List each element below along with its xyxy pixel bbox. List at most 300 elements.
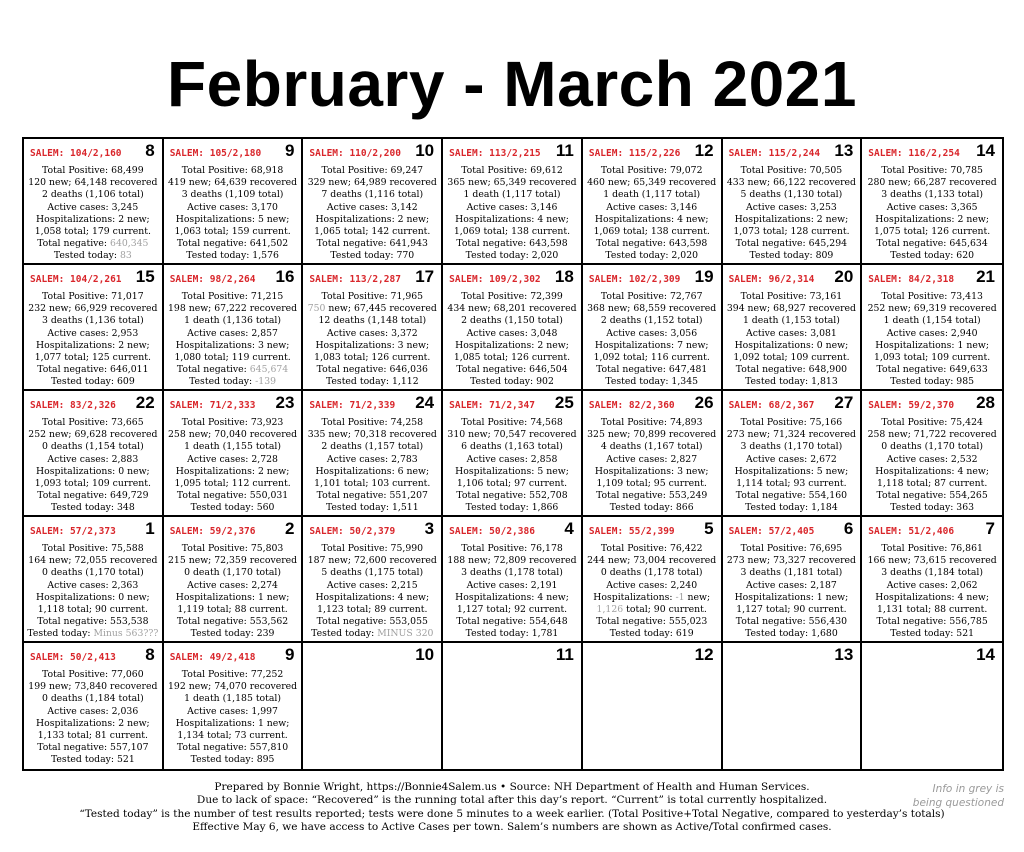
stats-block	[723, 291, 861, 389]
stat-line: Hospitalizations: 6 new;	[315, 465, 430, 477]
stat-line: Total negative: 554,648	[456, 616, 568, 628]
stat-line: Total negative: 649,633	[876, 364, 988, 376]
stat-line: Active cases: 2,783	[326, 453, 418, 465]
questioned-value: Minus 563???	[93, 628, 159, 640]
stat-line: 1,069 total; 138 current.	[453, 226, 571, 238]
stat-line: 1,109 total; 95 current.	[596, 478, 707, 490]
day-number: 14	[976, 645, 995, 664]
salem-cases: SALEM: 110/2,200	[309, 148, 401, 159]
stat-line: Total Positive: 76,695	[740, 543, 843, 554]
salem-cases: SALEM: 71/2,339	[309, 400, 396, 411]
stat-line: Total Positive: 72,399	[461, 291, 563, 302]
stat-line: Total negative: 553,249	[596, 490, 708, 502]
stat-line: Active cases: 3,253	[746, 201, 837, 213]
note-line: Info in grey is	[932, 783, 1004, 795]
day-number: 4	[564, 519, 574, 538]
stat-line: 1,114 total; 93 current.	[736, 478, 847, 490]
stat-line: Total Positive: 73,161	[740, 291, 843, 302]
stat-line: Total Positive: 75,990	[321, 543, 424, 554]
footer-line: “Tested today” is the number of test results reported; tests were done 5 minutes to a week earlier. (Total Positive+Total Negative, compared to yesterday’s totals)	[79, 807, 945, 820]
stat-line: Total negative: 551,207	[316, 490, 428, 502]
stat-line: Total Positive: 74,893	[600, 417, 703, 428]
stat-line: Active cases: 3,048	[466, 327, 558, 339]
stat-line: Tested today: 1,576	[186, 250, 279, 262]
stat-line: Active cases: 2,883	[47, 453, 139, 465]
stat-line: 750 new; 67,445 recovered	[307, 303, 437, 315]
stat-line: 1,092 total; 116 current.	[593, 352, 710, 364]
stat-line: Tested today: 1,680	[745, 628, 838, 640]
stat-line: 252 new; 69,319 recovered	[867, 303, 997, 315]
day-number: 9	[284, 645, 295, 664]
stat-line: Total negative: 554,160	[735, 490, 848, 502]
day-number: 16	[275, 267, 295, 286]
day-number: 13	[834, 141, 854, 160]
stat-line: Total negative: 553,562	[176, 616, 289, 628]
day-cell	[303, 391, 443, 517]
stat-line: 2 deaths (1,157 total)	[321, 441, 424, 453]
stat-line: Tested today: 239	[190, 628, 275, 640]
day-number: 9	[284, 141, 295, 160]
stat-line: 280 new; 66,287 recovered	[867, 177, 997, 189]
day-cell	[303, 643, 443, 769]
stat-line: 1 death (1,155 total)	[184, 441, 282, 453]
stat-line: Active cases: 2,672	[746, 453, 837, 465]
stat-line: 1,134 total; 73 current.	[177, 730, 288, 742]
stats-block	[164, 417, 302, 515]
footer-line: Prepared by Bonnie Wright, https://Bonnie4Salem.us • Source: NH Department of Health and Human Services.	[214, 781, 810, 793]
day-cell	[164, 265, 304, 391]
questioned-value: MINUS 320	[377, 628, 434, 640]
day-cell	[583, 391, 723, 517]
stat-line: 1 death (1,154 total)	[883, 315, 981, 327]
stat-line: 1,095 total; 112 current.	[174, 478, 291, 490]
stat-line: Total Positive: 68,918	[181, 165, 284, 176]
stat-line: 433 new; 66,122 recovered	[726, 177, 856, 189]
stat-line: 0 deaths (1,184 total)	[41, 693, 144, 705]
stat-line: Total negative: 556,785	[876, 616, 988, 628]
day-number: 3	[424, 519, 435, 538]
stat-line: 1,123 total; 89 current.	[317, 604, 428, 616]
stat-line: Hospitalizations: 2 new;	[36, 213, 150, 225]
day-number: 2	[284, 519, 295, 538]
day-number: 19	[694, 267, 714, 286]
stats-block	[303, 543, 441, 641]
stat-line: Tested today: 521	[50, 754, 135, 766]
day-number: 21	[976, 267, 995, 286]
stat-line: 232 new; 66,929 recovered	[28, 303, 158, 315]
stat-line: Active cases: 2,187	[746, 579, 837, 591]
stat-line: Active cases: 3,365	[886, 201, 978, 213]
stat-line: 1,127 total; 90 current.	[736, 604, 847, 616]
stat-line: Active cases: 2,827	[606, 453, 698, 465]
grey-info-note	[913, 782, 1004, 810]
salem-cases: SALEM: 57/2,405	[728, 526, 815, 537]
day-number: 7	[985, 519, 995, 538]
day-cell	[24, 517, 164, 643]
stat-line: 5 deaths (1,175 total)	[321, 567, 424, 579]
stat-line: Tested today: 1,184	[745, 502, 838, 514]
stat-line: 335 new; 70,318 recovered	[307, 429, 437, 441]
stats-block	[862, 417, 1002, 515]
stats-block	[164, 543, 302, 641]
stat-line: Hospitalizations: 3 new;	[175, 339, 290, 351]
salem-cases: SALEM: 98/2,264	[169, 274, 256, 285]
day-cell	[164, 643, 304, 769]
stats-block	[164, 291, 302, 389]
salem-cases: SALEM: 113/2,287	[309, 274, 401, 285]
stat-line: 1,085 total; 126 current.	[453, 352, 571, 364]
stat-line: Total Positive: 74,568	[461, 417, 563, 428]
stat-line: 3 deaths (1,136 total)	[41, 315, 144, 327]
stat-line: 1,058 total; 179 current.	[34, 226, 151, 238]
stats-block	[303, 291, 441, 389]
salem-cases: SALEM: 71/2,333	[169, 400, 256, 411]
day-cell	[862, 391, 1002, 517]
day-cell	[443, 265, 583, 391]
day-number: 10	[415, 645, 435, 664]
day-cell	[862, 265, 1002, 391]
stat-line: 1,118 total; 90 current.	[37, 604, 148, 616]
questioned-value: 645,674	[249, 364, 289, 376]
stat-line: Total negative: 641,502	[176, 238, 289, 250]
day-number: 14	[976, 141, 995, 160]
stat-line: Total Positive: 76,861	[881, 543, 983, 554]
stat-line: Total Positive: 69,612	[461, 165, 563, 176]
stats-block	[24, 417, 162, 515]
salem-cases: SALEM: 49/2,418	[169, 652, 256, 663]
day-number: 1	[145, 519, 155, 538]
stat-line: Total negative: 646,011	[37, 364, 149, 376]
stat-line: Active cases: 2,215	[326, 579, 418, 591]
stat-line: Tested today: 1,345	[605, 376, 699, 388]
day-number: 15	[135, 267, 155, 286]
stats-block	[303, 417, 441, 515]
stat-line: Active cases: 3,170	[187, 201, 278, 213]
stat-line: 164 new; 72,055 recovered	[28, 555, 158, 567]
stat-line: Tested today: -139	[189, 376, 277, 388]
day-cell	[24, 139, 164, 265]
stat-line: 1 death (1,117 total)	[603, 189, 701, 201]
stat-line: Hospitalizations: 3 new;	[315, 339, 430, 351]
stat-line: Active cases: 3,142	[326, 201, 418, 213]
day-number: 12	[694, 141, 714, 160]
stat-line: Tested today: 1,511	[325, 502, 419, 514]
stat-line: 273 new; 73,327 recovered	[726, 555, 856, 567]
day-number: 22	[135, 393, 155, 412]
stat-line: Active cases: 2,940	[886, 327, 978, 339]
stat-line: 1,131 total; 88 current.	[876, 604, 988, 616]
stat-line: Total negative: 552,708	[456, 490, 568, 502]
day-cell	[443, 391, 583, 517]
day-number: 11	[555, 141, 574, 160]
stat-line: 365 new; 65,349 recovered	[447, 177, 577, 189]
day-number: 8	[145, 141, 155, 160]
questioned-value: -1	[675, 591, 685, 603]
salem-cases: SALEM: 50/2,379	[309, 526, 396, 537]
stat-line: 1,063 total; 159 current.	[174, 226, 291, 238]
day-cell	[303, 265, 443, 391]
stat-line: Active cases: 2,363	[47, 579, 139, 591]
stats-block	[443, 543, 581, 641]
stat-line: 12 deaths (1,148 total)	[318, 315, 427, 327]
stats-block	[303, 165, 441, 263]
stat-line: Total Positive: 77,252	[181, 669, 284, 680]
day-cell	[723, 391, 863, 517]
salem-cases: SALEM: 71/2,347	[449, 400, 535, 411]
stats-block	[24, 291, 162, 389]
stat-line: 1,083 total; 126 current.	[314, 352, 431, 364]
stat-line: Tested today: 619	[609, 628, 694, 640]
stat-line: Tested today: 521	[890, 628, 975, 640]
stat-line: Hospitalizations: 0 new;	[36, 465, 150, 477]
stat-line: 3 deaths (1,178 total)	[461, 567, 563, 579]
stat-line: 4 deaths (1,167 total)	[600, 441, 703, 453]
stat-line: Hospitalizations: 2 new;	[455, 339, 569, 351]
stats-block	[723, 543, 861, 641]
stat-line: Hospitalizations: 0 new;	[36, 591, 150, 603]
questioned-value: -139	[255, 376, 277, 388]
stat-line: Total Positive: 75,166	[740, 417, 843, 428]
stat-line: 1,093 total; 109 current.	[874, 352, 991, 364]
stat-line: 460 new; 65,349 recovered	[587, 177, 717, 189]
stat-line: Tested today: 1,112	[325, 376, 419, 388]
stat-line: Hospitalizations: 4 new;	[594, 213, 709, 225]
day-cell	[24, 643, 164, 769]
stat-line: Tested today: 866	[609, 502, 694, 514]
stat-line: Active cases: 2,191	[466, 579, 558, 591]
day-cell	[723, 139, 863, 265]
salem-cases: SALEM: 115/2,244	[728, 148, 821, 159]
stat-line: Tested today: 902	[470, 376, 554, 388]
day-cell	[862, 517, 1002, 643]
stat-line: Tested today: 1,866	[465, 502, 559, 514]
stat-line: Total negative: 645,674	[176, 364, 289, 376]
stat-line: Tested today: MINUS 320	[311, 628, 434, 640]
salem-cases: SALEM: 57/2,373	[30, 526, 116, 537]
stat-line: Total Positive: 76,178	[461, 543, 563, 554]
stat-line: Active cases: 3,245	[47, 201, 139, 213]
day-number: 10	[415, 141, 435, 160]
stat-line: 434 new; 68,201 recovered	[447, 303, 577, 315]
day-number: 27	[834, 393, 854, 412]
day-number: 20	[834, 267, 854, 286]
stat-line: 188 new; 72,809 recovered	[447, 555, 577, 567]
stat-line: 2 deaths (1,106 total)	[41, 189, 144, 201]
stat-line: 215 new; 72,359 recovered	[168, 555, 298, 567]
questioned-value: 750	[307, 303, 326, 315]
stat-line: 252 new; 69,628 recovered	[28, 429, 158, 441]
stat-line: Total negative: 550,031	[176, 490, 289, 502]
stat-line: Hospitalizations: 4 new;	[315, 591, 430, 603]
stat-line: Tested today: 2,020	[605, 250, 699, 262]
stats-block	[862, 291, 1002, 389]
salem-cases: SALEM: 102/2,309	[588, 274, 681, 285]
day-number: 8	[145, 645, 155, 664]
stat-line: Hospitalizations: 5 new;	[734, 465, 849, 477]
footer-line: Due to lack of space: “Recovered” is the running total after this day’s report. “Current” is total currently hospitalized.	[196, 794, 828, 807]
day-number: 18	[554, 267, 574, 286]
stat-line: Active cases: 3,146	[466, 201, 558, 213]
salem-cases: SALEM: 55/2,399	[588, 526, 675, 537]
salem-cases: SALEM: 113/2,215	[449, 148, 541, 159]
stat-line: Active cases: 2,274	[187, 579, 278, 591]
stat-line: Tested today: 2,020	[465, 250, 559, 262]
stat-line: Hospitalizations: 7 new;	[594, 339, 709, 351]
stat-line: 1,092 total; 109 current.	[733, 352, 850, 364]
stat-line: 258 new; 71,722 recovered	[867, 429, 997, 441]
salem-cases: SALEM: 109/2,302	[449, 274, 541, 285]
stat-line: Total negative: 557,107	[37, 742, 149, 754]
stat-line: Total negative: 554,265	[876, 490, 988, 502]
stat-line: Tested today: 1,781	[465, 628, 559, 640]
day-cell	[583, 517, 723, 643]
stats-block	[583, 543, 721, 641]
stat-line: Hospitalizations: 5 new;	[175, 213, 290, 225]
stats-block	[723, 417, 861, 515]
stat-line: 1,119 total; 88 current.	[177, 604, 288, 616]
stat-line: Total negative: 556,430	[735, 616, 848, 628]
salem-cases: SALEM: 51/2,406	[868, 526, 955, 537]
stat-line: Tested today: Minus 563???	[27, 628, 159, 640]
stat-line: Hospitalizations: 2 new;	[734, 213, 849, 225]
day-cell	[583, 265, 723, 391]
stat-line: Total Positive: 79,072	[600, 165, 703, 176]
salem-cases: SALEM: 59/2,370	[868, 400, 955, 411]
day-cell	[303, 517, 443, 643]
day-number: 6	[843, 519, 854, 538]
stat-line: Total negative: 645,634	[876, 238, 988, 250]
stat-line: 368 new; 68,559 recovered	[587, 303, 717, 315]
stats-block	[583, 291, 721, 389]
stat-line: 1,127 total; 92 current.	[456, 604, 568, 616]
stat-line: Tested today: 1,813	[745, 376, 838, 388]
day-cell	[303, 139, 443, 265]
stat-line: Hospitalizations: -1 new;	[593, 591, 711, 603]
stat-line: 1,065 total; 142 current.	[314, 226, 431, 238]
salem-cases: SALEM: 104/2,160	[30, 148, 122, 159]
salem-cases: SALEM: 105/2,180	[169, 148, 262, 159]
salem-cases: SALEM: 104/2,261	[30, 274, 122, 285]
stat-line: 394 new; 68,927 recovered	[726, 303, 856, 315]
stat-line: 419 new; 64,639 recovered	[168, 177, 298, 189]
stat-line: Total Positive: 73,923	[181, 417, 284, 428]
day-cell	[862, 643, 1002, 769]
questioned-value: 640,345	[110, 238, 149, 250]
salem-cases: SALEM: 50/2,386	[449, 526, 535, 537]
stat-line: Total negative: 641,943	[316, 238, 428, 250]
stat-line: Total negative: 557,810	[176, 742, 289, 754]
stat-line: Total Positive: 74,258	[321, 417, 424, 428]
stats-block	[24, 165, 162, 263]
stat-line: Total Positive: 69,247	[321, 165, 424, 176]
stat-line: 0 deaths (1,178 total)	[600, 567, 703, 579]
stat-line: Tested today: 809	[749, 250, 834, 262]
day-number: 11	[555, 645, 574, 664]
stat-line: 1,077 total; 125 current.	[34, 352, 151, 364]
stat-line: Tested today: 363	[890, 502, 975, 514]
stats-block	[862, 165, 1002, 263]
stat-line: Hospitalizations: 4 new;	[875, 465, 989, 477]
salem-cases: SALEM: 84/2,318	[868, 274, 955, 285]
day-number: 13	[834, 645, 854, 664]
stat-line: Hospitalizations: 2 new;	[36, 339, 150, 351]
stat-line: Active cases: 2,953	[47, 327, 139, 339]
day-cell	[443, 643, 583, 769]
footer-notes	[0, 781, 1024, 835]
stat-line: Tested today: 895	[190, 754, 275, 766]
stat-line: Hospitalizations: 1 new;	[734, 591, 849, 603]
stat-line: Tested today: 83	[53, 250, 132, 262]
day-cell	[24, 391, 164, 517]
stat-line: Total Positive: 76,422	[600, 543, 703, 554]
day-number: 24	[415, 393, 435, 412]
stat-line: 1,126 total; 90 current.	[596, 604, 707, 616]
stat-line: 3 deaths (1,181 total)	[740, 567, 843, 579]
stat-line: 5 deaths (1,130 total)	[740, 189, 843, 201]
stat-line: Active cases: 3,146	[606, 201, 698, 213]
stat-line: 3 deaths (1,170 total)	[740, 441, 843, 453]
stat-line: Hospitalizations: 3 new;	[594, 465, 709, 477]
stat-line: Total negative: 648,900	[735, 364, 848, 376]
stat-line: Active cases: 3,081	[746, 327, 837, 339]
calendar-title: February - March 2021	[167, 48, 857, 120]
stat-line: Total negative: 647,481	[596, 364, 708, 376]
stat-line: Hospitalizations: 2 new;	[175, 465, 290, 477]
stat-line: Active cases: 2,062	[886, 579, 978, 591]
stats-block	[583, 417, 721, 515]
stat-line: 0 deaths (1,170 total)	[41, 567, 144, 579]
salem-cases: SALEM: 115/2,226	[588, 148, 681, 159]
stat-line: 273 new; 71,324 recovered	[726, 429, 856, 441]
day-cell	[443, 517, 583, 643]
stat-line: Total Positive: 70,505	[740, 165, 843, 176]
stat-line: Total negative: 555,023	[596, 616, 708, 628]
stat-line: Total negative: 643,598	[596, 238, 708, 250]
stats-block	[443, 165, 581, 263]
stats-block	[723, 165, 861, 263]
stat-line: Total negative: 553,538	[37, 616, 149, 628]
footer-line: Effective May 6, we have access to Active Cases per town. Salem’s numbers are shown as Active/Total confirmed cases.	[192, 821, 832, 834]
stat-line: 0 deaths (1,154 total)	[41, 441, 144, 453]
stat-line: 325 new; 70,899 recovered	[587, 429, 717, 441]
stat-line: Active cases: 2,728	[187, 453, 278, 465]
stat-line: Total Positive: 75,588	[42, 543, 144, 554]
salem-cases: SALEM: 50/2,413	[30, 652, 116, 663]
stat-line: 1 death (1,117 total)	[463, 189, 561, 201]
stat-line: 329 new; 64,989 recovered	[307, 177, 437, 189]
day-cell	[723, 517, 863, 643]
stat-line: 1 death (1,136 total)	[184, 315, 282, 327]
stat-line: Hospitalizations: 1 new;	[175, 591, 290, 603]
stat-line: Total negative: 643,598	[456, 238, 568, 250]
stat-line: Hospitalizations: 5 new;	[455, 465, 569, 477]
stat-line: 0 deaths (1,170 total)	[881, 441, 983, 453]
stat-line: Active cases: 3,372	[326, 327, 418, 339]
stat-line: Tested today: 560	[190, 502, 275, 514]
stat-line: Total Positive: 75,803	[181, 543, 284, 554]
stat-line: Hospitalizations: 4 new;	[455, 591, 569, 603]
stat-line: Total negative: 645,294	[735, 238, 848, 250]
day-cell	[164, 391, 304, 517]
questioned-value: 83	[119, 250, 132, 262]
stat-line: Hospitalizations: 2 new;	[36, 717, 150, 729]
day-number: 25	[554, 393, 574, 412]
stat-line: 1,101 total; 103 current.	[314, 478, 431, 490]
questioned-value: 1,126	[596, 604, 624, 616]
stat-line: Hospitalizations: 1 new;	[175, 717, 290, 729]
stat-line: 1,069 total; 138 current.	[593, 226, 710, 238]
stat-line: Hospitalizations: 4 new;	[455, 213, 569, 225]
